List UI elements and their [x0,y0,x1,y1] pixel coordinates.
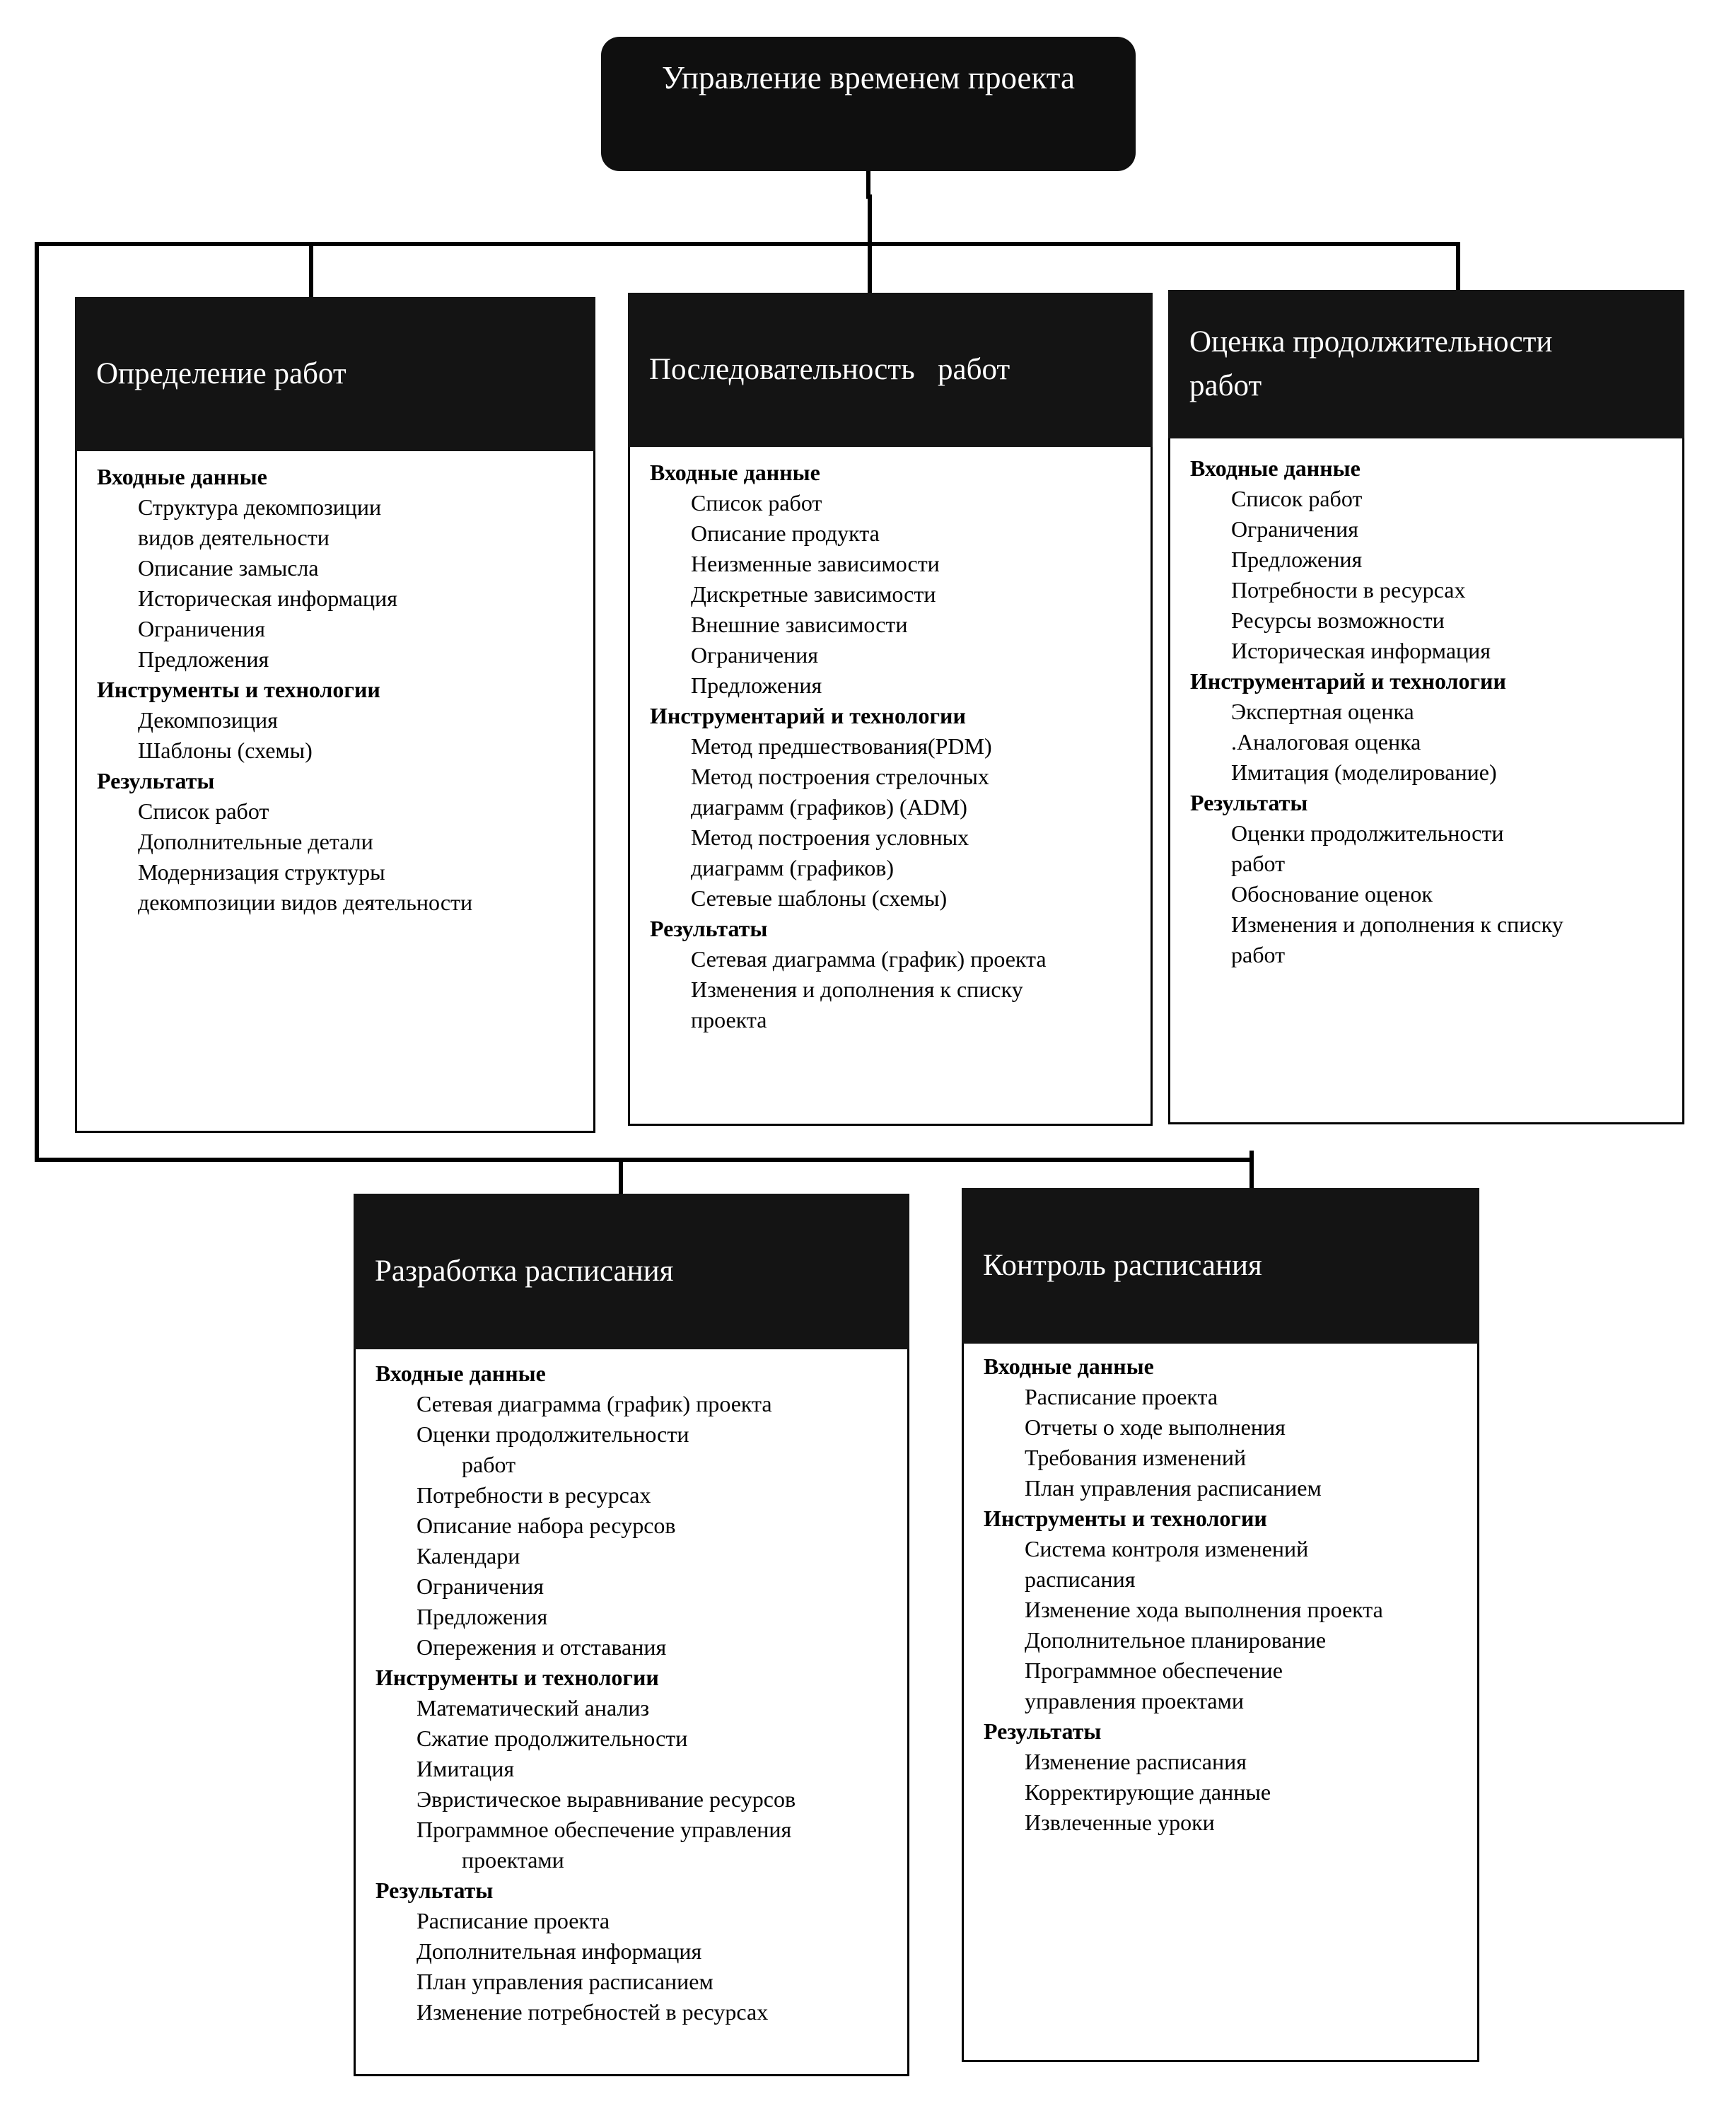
list-item: Математический анализ [416,1695,650,1721]
process-card-control [962,1188,1479,2062]
section-title: Результаты [1190,790,1308,815]
section-title: Результаты [375,1878,494,1903]
section-outputs [650,914,1141,1035]
process-header-development [354,1194,909,1349]
list-item: Потребности в ресурсах [416,1482,651,1508]
list-item: Список работ [1231,486,1363,511]
section-inputs [375,1358,897,1663]
list-item: Описание набора ресурсов [416,1513,676,1538]
list-item: Метод построения стрелочных [691,764,989,789]
list-item: Ресурсы возможности [1231,607,1445,633]
section-title: Результаты [97,768,215,793]
process-card-duration [1168,290,1684,1124]
list-item: Экспертная оценка [1231,699,1414,724]
list-item: Календари [416,1543,520,1569]
list-item: Ограничения [691,642,818,668]
list-item: Метод построения условных [691,825,969,850]
process-title-development: Разработка расписания [375,1255,674,1288]
list-item: Обоснование оценок [1231,881,1433,907]
process-card-development [354,1194,909,2076]
section-inputs [97,462,583,675]
process-card-sequencing [628,293,1153,1126]
list-item: работ [1231,942,1286,967]
list-item: Описание продукта [691,520,880,546]
section-tools [97,675,583,766]
root-title: Управление временем проекта [662,60,1075,95]
process-header-duration [1168,290,1684,438]
section-inputs [984,1351,1467,1503]
list-item: .Аналоговая оценка [1231,729,1421,755]
list-item: Модернизация структуры [138,859,385,885]
list-item: Историческая информация [138,586,397,611]
section-tools [375,1663,897,1875]
list-item: Структура декомпозиции [138,494,382,520]
list-item: Ограничения [1231,516,1358,542]
list-item: Изменение расписания [1025,1749,1247,1774]
list-item: Описание замысла [138,555,319,581]
list-item: Изменения и дополнения к списку [1231,912,1563,937]
list-item: Дискретные зависимости [691,581,936,607]
list-item: Неизменные зависимости [691,551,940,576]
list-item: Дополнительные детали [138,829,373,854]
list-item: Программное обеспечение управления [416,1817,792,1842]
list-item: Изменения и дополнения к списку [691,977,1023,1002]
list-item: Предложения [138,646,269,672]
section-title: Входные данные [375,1361,546,1386]
list-item: Ограничения [416,1573,544,1599]
list-item: Список работ [691,490,822,516]
list-item: Внешние зависимости [691,612,908,637]
list-item: работ [462,1452,516,1477]
process-header-sequencing [628,293,1153,447]
process-title-definition: Определение работ [96,357,346,390]
list-item: Имитация (моделирование) [1231,759,1497,785]
process-title-sequencing: Последовательность работ [649,353,1010,386]
process-body-control [984,1351,1467,1838]
list-item: Изменение хода выполнения проекта [1025,1597,1383,1622]
section-title: Инструменты и технологии [97,677,380,702]
list-item: Предложения [691,673,822,698]
list-item: Расписание проекта [416,1908,610,1933]
process-header-control [962,1188,1479,1344]
list-item: Отчеты о ходе выполнения [1025,1414,1286,1440]
section-title: Входные данные [984,1354,1154,1379]
section-title: Результаты [650,916,768,941]
list-item: Оценки продолжительности [416,1421,689,1447]
process-body-development [375,1358,897,2027]
section-outputs [375,1875,897,2027]
section-title: Инструменты и технологии [375,1665,659,1690]
list-item: Предложения [416,1604,548,1629]
list-item: Опережения и отставания [416,1634,667,1660]
section-title: Входные данные [97,464,267,489]
list-item: работ [1231,851,1286,876]
section-title: Результаты [984,1718,1102,1744]
list-item: диаграмм (графиков) (ADM) [691,794,967,820]
section-title: Входные данные [650,460,820,485]
section-tools [1190,666,1672,788]
list-item: Ограничения [138,616,265,641]
process-header-definition [75,297,595,451]
list-item: Имитация [416,1756,515,1781]
section-tools [650,701,1141,914]
list-item: План управления расписанием [416,1969,713,1994]
process-card-definition [75,297,595,1133]
list-item: Эвристическое выравнивание ресурсов [416,1786,796,1812]
list-item: проекта [691,1007,767,1032]
list-item: Расписание проекта [1025,1384,1218,1409]
list-item: Извлеченные уроки [1025,1810,1215,1835]
list-item: расписания [1025,1566,1136,1592]
list-item: Сжатие продолжительности [416,1725,688,1751]
process-body-definition [97,462,583,918]
list-item: диаграмм (графиков) [691,855,894,880]
process-title-control: Контроль расписания [983,1249,1262,1282]
list-item: Шаблоны (схемы) [138,738,313,763]
section-inputs [650,458,1141,701]
list-item: Список работ [138,798,269,824]
section-outputs [97,766,583,918]
list-item: Декомпозиция [138,707,278,733]
list-item: Потребности в ресурсах [1231,577,1466,603]
section-tools [984,1503,1467,1716]
section-outputs [1190,788,1672,970]
list-item: Историческая информация [1231,638,1491,663]
section-title: Входные данные [1190,455,1361,481]
section-title: Инструментарий и технологии [650,703,966,728]
section-outputs [984,1716,1467,1838]
list-item: Программное обеспечение [1025,1658,1283,1683]
list-item: Сетевая диаграмма (график) проекта [416,1391,772,1416]
list-item: Предложения [1231,547,1363,572]
list-item: Корректирующие данные [1025,1779,1271,1805]
process-body-duration [1190,453,1672,970]
section-title: Инструментарий и технологии [1190,668,1506,694]
list-item: Дополнительное планирование [1025,1627,1327,1653]
section-title: Инструменты и технологии [984,1506,1267,1531]
list-item: Система контроля изменений [1025,1536,1309,1561]
list-item: Дополнительная информация [416,1938,702,1964]
list-item: Сетевые шаблоны (схемы) [691,885,948,911]
list-item: План управления расписанием [1025,1475,1322,1501]
list-item: Изменение потребностей в ресурсах [416,1999,769,2025]
list-item: декомпозиции видов деятельности [138,890,473,915]
root-title-box [601,37,1136,171]
list-item: управления проектами [1025,1688,1244,1713]
process-body-sequencing [650,458,1141,1035]
list-item: Оценки продолжительности [1231,820,1504,846]
section-inputs [1190,453,1672,666]
list-item: видов деятельности [138,525,330,550]
list-item: проектами [462,1847,564,1873]
list-item: Метод предшествования(PDM) [691,733,992,759]
list-item: Требования изменений [1025,1445,1247,1470]
process-title-duration: Оценка продолжительности работ [1189,325,1553,402]
list-item: Сетевая диаграмма (график) проекта [691,946,1047,972]
